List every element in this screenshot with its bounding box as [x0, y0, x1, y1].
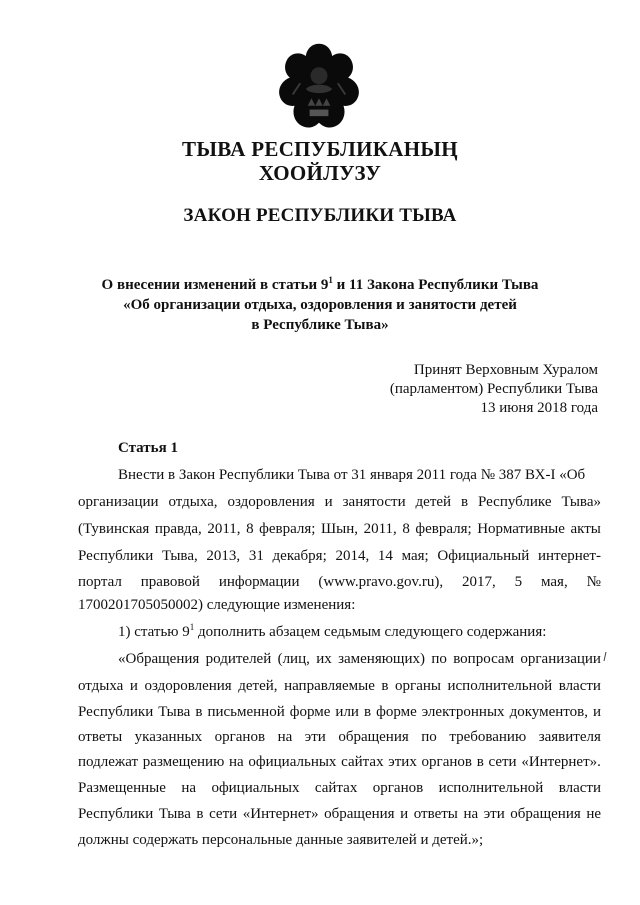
- word: документов,: [509, 704, 588, 720]
- word: электронных: [421, 704, 505, 720]
- word: размещению: [142, 754, 225, 770]
- word: исполнительной: [438, 780, 544, 796]
- word: правовой: [140, 574, 200, 590]
- word: 14: [377, 548, 393, 564]
- word: Республики: [78, 806, 154, 822]
- word: указанных: [134, 729, 203, 745]
- word: их: [316, 651, 332, 667]
- word: обращения: [324, 806, 395, 822]
- word: 2014,: [335, 548, 370, 564]
- word: официальных: [248, 754, 337, 770]
- quote-line: [78, 702, 601, 722]
- word: интернет-: [537, 548, 601, 564]
- word: 2017,: [461, 574, 496, 590]
- word: «Интернет»: [242, 806, 319, 822]
- word: и: [324, 494, 333, 510]
- word: 2011,: [363, 521, 397, 537]
- word: оздоровления: [227, 494, 315, 510]
- word: в: [196, 806, 204, 822]
- word: №: [586, 574, 601, 590]
- word: обращения: [510, 806, 581, 822]
- word: форме: [376, 704, 417, 720]
- word: (лиц,: [277, 651, 310, 667]
- word: или: [335, 704, 359, 720]
- word: Тыва»: [561, 494, 601, 510]
- word: заявителя: [538, 729, 601, 745]
- word: сети: [488, 754, 517, 770]
- word: февраля;: [259, 521, 316, 537]
- amendment-item: 1) статью $9^1$ дополнить абзацем седьмым следующего содержания:: [118, 622, 547, 640]
- word: в: [460, 494, 469, 510]
- word: сайтах: [314, 780, 358, 796]
- word: мая,: [541, 574, 568, 590]
- law-title: ЗАКОН РЕСПУБЛИКИ ТЫВА: [183, 205, 457, 226]
- word: родителей: [205, 651, 272, 667]
- article-heading: Статья 1: [118, 440, 178, 456]
- quote-line: [78, 804, 601, 824]
- word: оздоровления: [144, 678, 232, 694]
- law-subject: [100, 275, 540, 335]
- word: 8: [402, 521, 410, 537]
- word: форме: [289, 704, 331, 720]
- word: на: [463, 806, 479, 822]
- coat-of-arms-emblem: [272, 40, 366, 134]
- word: и: [592, 704, 601, 720]
- word: (Тувинская: [78, 521, 150, 537]
- word: в: [195, 704, 203, 720]
- quote-line: должны содержать персональные данные заявителей и детей.»;: [78, 832, 484, 848]
- word: Тыва,: [161, 548, 198, 564]
- pen-stroke-mark: [602, 652, 608, 662]
- paragraph-line: [78, 492, 601, 512]
- word: детей,: [238, 678, 278, 694]
- word: власти: [558, 780, 601, 796]
- adoption-note: [298, 361, 598, 418]
- word: «Обращения: [118, 651, 200, 667]
- word: 8: [246, 521, 254, 537]
- paragraph-line: [78, 572, 601, 592]
- adoption-date: 13 июня 2018 года: [480, 400, 598, 416]
- quote-line: [78, 778, 601, 798]
- word: письменной: [207, 704, 285, 720]
- word: Нормативные: [477, 521, 565, 537]
- word: в: [476, 754, 484, 770]
- word: на: [181, 780, 196, 796]
- word: в: [363, 704, 372, 720]
- word: февраля;: [415, 521, 472, 537]
- quote-line: [78, 752, 601, 772]
- paragraph-line: 1700201705050002) следующие изменения:: [78, 597, 356, 613]
- word: организации: [520, 651, 601, 667]
- word: организации: [78, 494, 159, 510]
- word: официальных: [211, 780, 300, 796]
- word: органов: [214, 729, 266, 745]
- republic-header-line1: ТЫВА РЕСПУБЛИКАНЫҢ: [182, 137, 458, 161]
- word: на: [277, 729, 293, 745]
- word: подлежат: [78, 754, 139, 770]
- word: детей: [415, 494, 452, 510]
- word: и: [400, 806, 409, 822]
- word: информации: [218, 574, 300, 590]
- adoption-line2: (парламентом) Республики Тыва: [389, 381, 598, 397]
- paragraph-line: [78, 519, 601, 539]
- word: сети: [209, 806, 238, 822]
- quote-line: [118, 649, 601, 669]
- adoption-line1: Принят Верховным Хуралом: [413, 362, 598, 378]
- quote-line: [78, 727, 601, 747]
- word: Республики: [78, 704, 154, 720]
- word: не: [586, 806, 601, 822]
- word: по: [431, 651, 447, 667]
- word: Тыва: [158, 806, 191, 822]
- word: отдыха: [78, 678, 124, 694]
- subject-line3: в Республике Тыва»: [251, 317, 389, 333]
- paragraph-line: [78, 546, 601, 566]
- word: и: [129, 678, 138, 694]
- word: по: [421, 729, 437, 745]
- subject-line2: «Об организации отдыха, оздоровления и занятости детей: [123, 297, 517, 313]
- word: «Интернет».: [521, 754, 601, 770]
- word: 2013,: [206, 548, 241, 564]
- word: направляемые: [284, 678, 375, 694]
- word: органов: [421, 754, 472, 770]
- word: 31: [248, 548, 264, 564]
- word: вопросам: [453, 651, 515, 667]
- word: отдыха,: [168, 494, 218, 510]
- word: Шын,: [321, 521, 359, 537]
- word: 2011,: [207, 521, 241, 537]
- word: (www.pravo.gov.ru),: [318, 574, 444, 590]
- word: обращения: [338, 729, 409, 745]
- word: власти: [558, 678, 601, 694]
- word: органы: [395, 678, 441, 694]
- word: 5: [514, 574, 523, 590]
- word: сайтах: [341, 754, 384, 770]
- word: ответы: [413, 806, 458, 822]
- word: заменяющих): [338, 651, 426, 667]
- word: правда,: [154, 521, 202, 537]
- word: мая;: [401, 548, 429, 564]
- word: занятости: [342, 494, 406, 510]
- word: требованию: [449, 729, 527, 745]
- word: декабря;: [272, 548, 327, 564]
- word: эти: [483, 806, 505, 822]
- word: исполнительной: [447, 678, 553, 694]
- word: Тыва: [158, 704, 191, 720]
- word: органов: [372, 780, 424, 796]
- word: эти: [304, 729, 326, 745]
- paragraph-line: Внести в Закон Республики Тыва от 31 января 2011 года № 387 ВХ-I «Об: [118, 467, 586, 483]
- word: Официальный: [437, 548, 530, 564]
- word: в: [381, 678, 389, 694]
- word: Размещенные: [78, 780, 166, 796]
- word: этих: [388, 754, 417, 770]
- word: Республике: [478, 494, 552, 510]
- word: на: [229, 754, 244, 770]
- republic-header-line2: ХООЙЛУЗУ: [258, 161, 382, 185]
- quote-line: [78, 676, 601, 696]
- word: ответы: [78, 729, 123, 745]
- word: акты: [570, 521, 601, 537]
- word: портал: [78, 574, 122, 590]
- subject-line1: О внесении изменений в статьи $9^1$ и 11 Закона Республики Тыва: [101, 275, 539, 293]
- word: Республики: [78, 548, 154, 564]
